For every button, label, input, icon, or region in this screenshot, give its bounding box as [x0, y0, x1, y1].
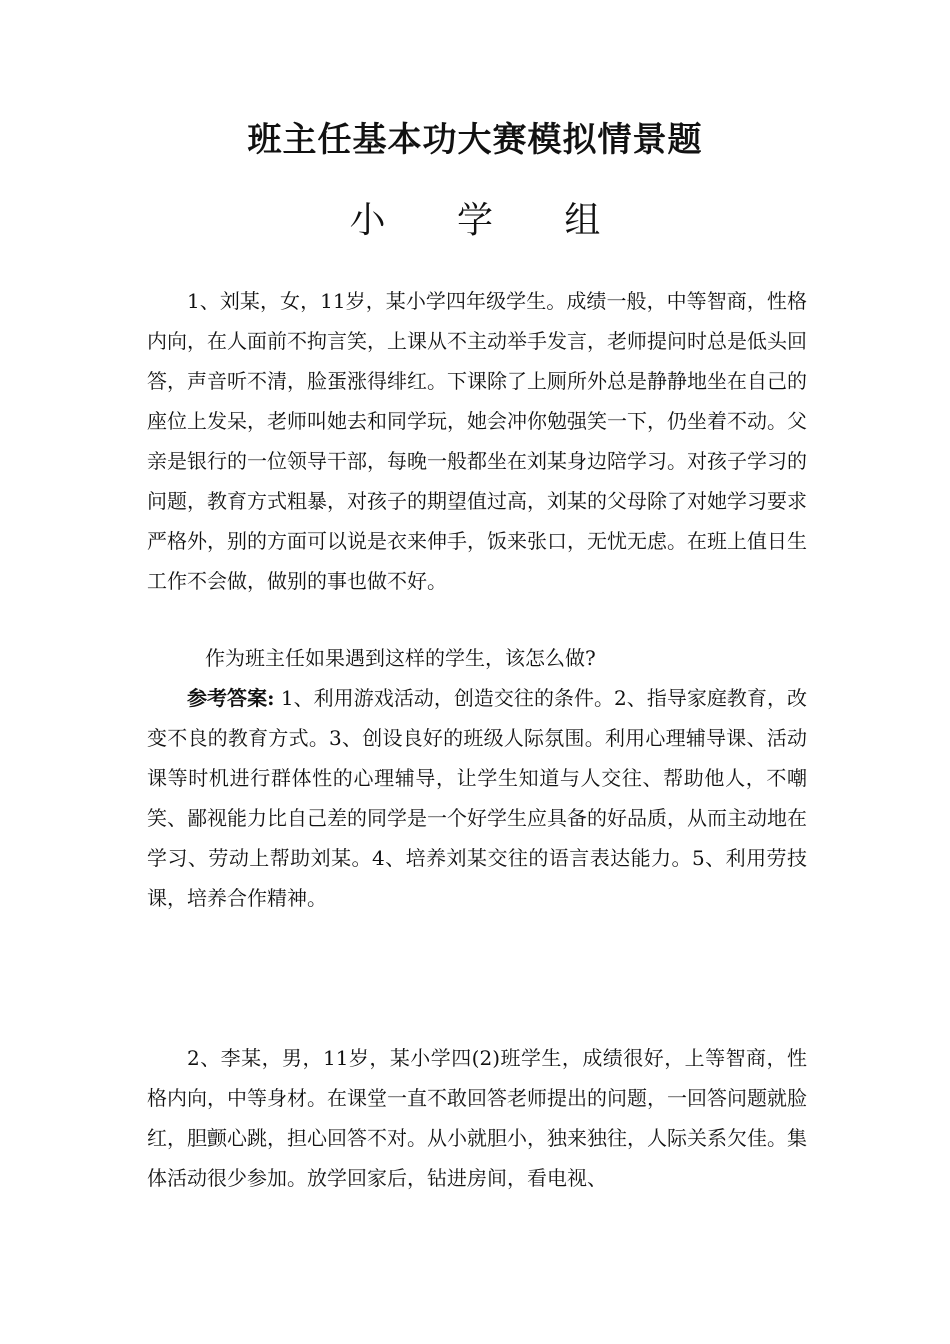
- case-1-question: 作为班主任如果遇到这样的学生，该怎么做?: [205, 646, 596, 670]
- document-subtitle: 小 学 组: [349, 200, 631, 241]
- case-2-description: 2、李某，男，11岁，某小学四(2)班学生，成绩很好，上等智商，性格内向，中等身材。在课堂一直不敢回答老师提出的问题，一回答问题就脸红，胆颤心跳，担心回答不对。从小就胆小，独来独往，人际关系欠佳。集体活动很少参加。放学回家后，钻进房间，看电视、: [147, 1046, 807, 1190]
- answer-label: 参考答案:: [187, 686, 275, 710]
- case-1-description: 1、刘某，女，11岁，某小学四年级学生。成绩一般，中等智商，性格内向，在人面前不拘言笑，上课从不主动举手发言，老师提问时总是低头回答，声音听不清，脸蛋涨得绯红。下课除了上厕所外总是静静地坐在自己的座位上发呆，老师叫她去和同学玩，她会冲你勉强笑一下，仍坐着不动。父亲是银行的一位领导干部，每晚一般都坐在刘某身边陪学习。对孩子学习的问题，教育方式粗暴，对孩子的期望值过高，刘某的父母除了对她学习要求严格外，别的方面可以说是衣来伸手，饭来张口，无忧无虑。在班上值日生工作不会做，做别的事也做不好。: [147, 289, 807, 593]
- answer-text: 1、利用游戏活动，创造交往的条件。2、指导家庭教育，改变不良的教育方式。3、创设良好的班级人际氛围。利用心理辅导课、活动课等时机进行群体性的心理辅导，让学生知道与人交往、帮助他人，不嘲笑、鄙视能力比自己差的同学是一个好学生应具备的好品质，从而主动地在学习、劳动上帮助刘某。4、培养刘某交往的语言表达能力。5、利用劳技课，培养合作精神。: [147, 686, 808, 910]
- document-title: 班主任基本功大赛模拟情景题: [247, 120, 703, 160]
- case-1-answer: [147, 678, 807, 918]
